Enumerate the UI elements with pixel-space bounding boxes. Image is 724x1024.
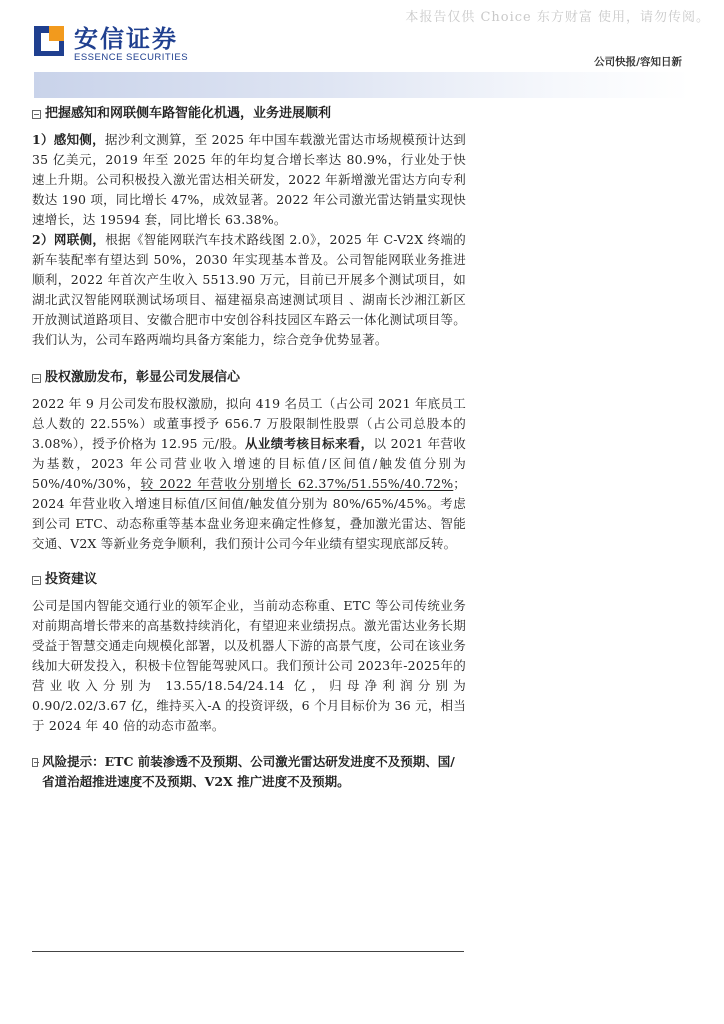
- paragraph-perception: 1）感知侧，据沙利文测算，至 2025 年中国车载激光雷达市场规模预计达到 35 亿美元，2019 年至 2025 年的年均复合增长率达 80.9%，行业处于快速上升期。公司积极投入激光雷达相关研发，2022 年新增激光雷达方向专利数达 190 项，同比增长 47%，成效显著。2022 年公司激光雷达销量实现快速增长，达 19594 套，同比增长 63.38%。: [32, 132, 466, 227]
- section-title: 股权激励发布，彰显公司发展信心: [32, 368, 466, 388]
- collapse-icon: [32, 758, 38, 767]
- company-logo: [34, 26, 188, 64]
- collapse-icon: [32, 110, 41, 119]
- section-title: 投资建议: [32, 570, 466, 590]
- section-title: 把握感知和网联侧车路智能化机遇，业务进展顺利: [32, 104, 466, 124]
- collapse-icon: [32, 374, 41, 383]
- paragraph-equity: 2022 年 9 月公司发布股权激励，拟向 419 名员工（占公司 2021 年底员工总人数的 22.55%）或董事授予 656.7 万股限制性股票（占公司总股本的 3.08%），授予价格为 12.95 元/股。从业绩考核目标来看，以 2021 年营收为基数，2023 年公司营业收入增速的目标值/区间值/触发值分别为 50%/40%/30%，较 2022 年营收分别增长 62.37%/51.55%/40.72%；2024 年营业收入增速目标值/区间值/触发值分别为 80%/65%/45%。考虑到公司 ETC、动态称重等基本盘业务迎来确定性修复，叠加激光雷达、智能交通、V2X 等新业务竞争顺利，我们预计公司今年业绩有望实现底部反转。: [32, 396, 466, 551]
- footer-divider: [32, 951, 464, 952]
- header-gradient-bar: [34, 72, 690, 98]
- report-body: [32, 104, 466, 792]
- section-investment-advice: [32, 570, 466, 736]
- section-equity-incentive: [32, 368, 466, 554]
- paragraph-network: 2）网联侧，根据《智能网联汽车技术路线图 2.0》，2025 年 C-V2X 终端的新车装配率有望达到 50%，2030 年实现基本普及。公司智能网联业务推进顺利，2022 年首次产生收入 5513.90 万元，目前已开展多个测试项目，如湖北武汉智能网联测试场项目、福建福泉高速测试项目 、湖南长沙湘江新区开放测试道路项目、安徽合肥市中安创谷科技园区车路云一体化测试项目等。我们认为，公司车路两端均具备方案能力，综合竞争优势显著。: [32, 232, 466, 347]
- paragraph-investment: 公司是国内智能交通行业的领军企业，当前动态称重、ETC 等公司传统业务对前期高增长带来的高基数持续消化，有望迎来业绩拐点。激光雷达业务长期受益于智慧交通走向规模化部署，以及机器人下游的高景气度，公司在该业务线加大研发投入，积极卡位智能驾驶风口。我们预计公司 2023年-2025年的营业收入分别为 13.55/18.54/24.14 亿，归母净利润分别为 0.90/2.02/3.67 亿，维持买入-A 的投资评级，6 个月目标价为 36 元，相当于 2024 年 40 倍的动态市盈率。: [32, 598, 466, 733]
- watermark: 本报告仅供 Choice 东方财富 使用，请勿传阅。: [405, 10, 710, 25]
- section-perception-network: [32, 104, 466, 350]
- collapse-icon: [32, 576, 41, 585]
- risk-warning: 风险提示：ETC 前装渗透不及预期、公司激光雷达研发进度不及预期、国/省道治超推进速度不及预期、V2X 推广进度不及预期。: [32, 752, 466, 792]
- brand-name-en: ESSENCE SECURITIES: [74, 52, 189, 63]
- brand-name-cn: 安信证券: [74, 25, 178, 53]
- logo-mark-icon: [34, 26, 68, 60]
- report-type-label: 公司快报/容知日新: [594, 56, 682, 68]
